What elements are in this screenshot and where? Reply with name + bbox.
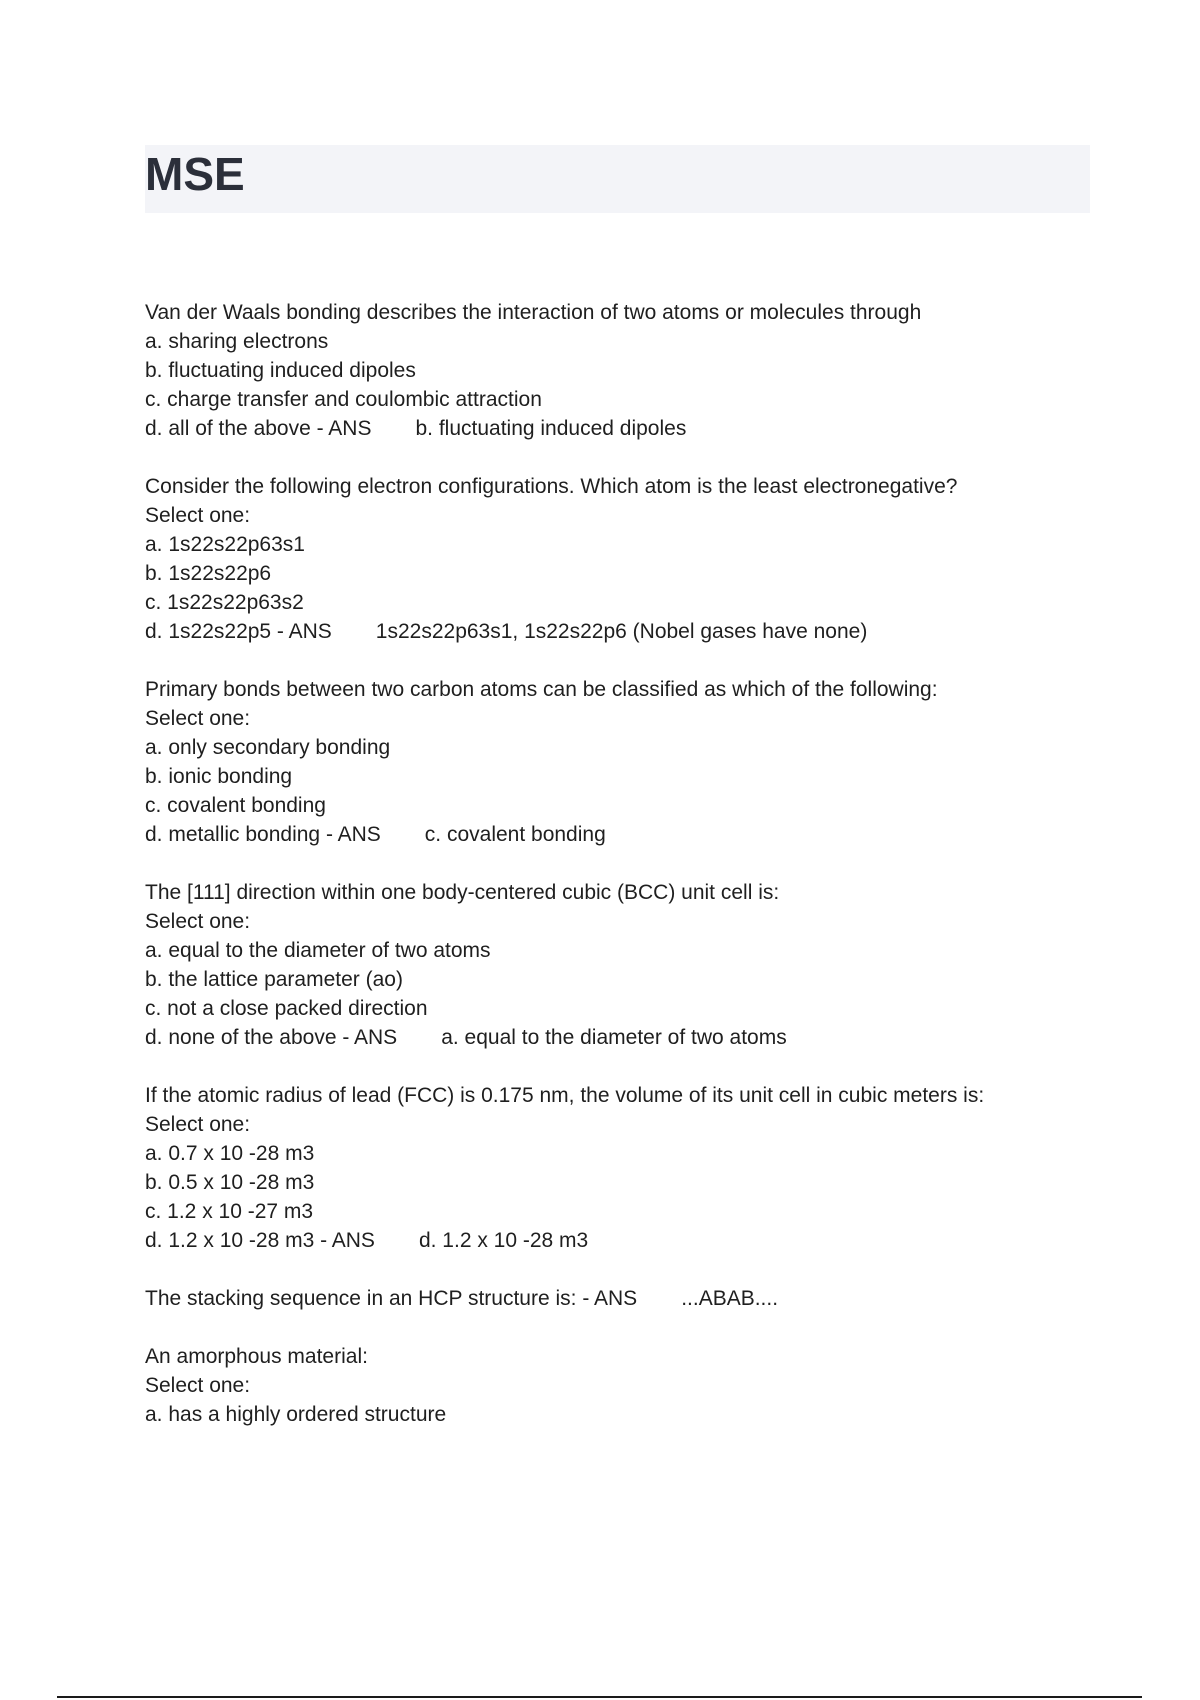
answer-text: c. covalent bonding — [424, 823, 606, 846]
question-block — [145, 1342, 1090, 1429]
answer-line — [145, 1023, 1090, 1052]
question-prompt: Consider the following electron configurations. Which atom is the least electronegative? — [145, 475, 958, 498]
answer-line — [145, 1226, 1090, 1255]
option-a: a. has a highly ordered structure — [145, 1403, 447, 1426]
option-d-ans: d. all of the above - ANS — [145, 417, 372, 440]
question-block — [145, 1081, 1090, 1255]
select-one-label: Select one: — [145, 1113, 251, 1136]
answer-text: ...ABAB.... — [681, 1287, 779, 1310]
answer-line — [145, 414, 1090, 443]
option-c: c. covalent bonding — [145, 794, 326, 817]
answer-text: a. equal to the diameter of two atoms — [441, 1026, 787, 1049]
option-b: b. the lattice parameter (ao) — [145, 968, 403, 991]
question-prompt: Van der Waals bonding describes the interaction of two atoms or molecules through — [145, 301, 922, 324]
option-d-ans: d. none of the above - ANS — [145, 1026, 398, 1049]
option-a: a. only secondary bonding — [145, 736, 391, 759]
question-prompt: An amorphous material: — [145, 1345, 368, 1368]
question-prompt: If the atomic radius of lead (FCC) is 0.175 nm, the volume of its unit cell in cubic meters is: — [145, 1084, 985, 1107]
question-prompt-ans: The stacking sequence in an HCP structure is: - ANS — [145, 1287, 638, 1310]
option-c: c. 1s22s22p63s2 — [145, 591, 304, 614]
select-one-label: Select one: — [145, 1374, 251, 1397]
option-c: c. not a close packed direction — [145, 997, 428, 1020]
option-b: b. fluctuating induced dipoles — [145, 359, 416, 382]
option-c: c. charge transfer and coulombic attraction — [145, 388, 542, 411]
answer-line — [145, 617, 1090, 646]
option-d-ans: d. 1s22s22p5 - ANS — [145, 620, 332, 643]
option-b: b. ionic bonding — [145, 765, 293, 788]
option-b: b. 0.5 x 10 -28 m3 — [145, 1171, 315, 1194]
question-block — [145, 1284, 1090, 1313]
select-one-label: Select one: — [145, 504, 251, 527]
select-one-label: Select one: — [145, 910, 251, 933]
footer-divider — [57, 1696, 1142, 1698]
option-d-ans: d. metallic bonding - ANS — [145, 823, 381, 846]
question-prompt: The [111] direction within one body-centered cubic (BCC) unit cell is: — [145, 881, 780, 904]
question-block — [145, 878, 1090, 1052]
answer-line — [145, 820, 1090, 849]
option-c: c. 1.2 x 10 -27 m3 — [145, 1200, 314, 1223]
question-block — [145, 472, 1090, 646]
answer-text: d. 1.2 x 10 -28 m3 — [418, 1229, 589, 1252]
document-title: MSE — [145, 148, 245, 200]
question-block — [145, 675, 1090, 849]
select-one-label: Select one: — [145, 707, 251, 730]
answer-text: 1s22s22p63s1, 1s22s22p6 (Nobel gases have none) — [375, 620, 868, 643]
question-list — [145, 298, 1090, 1458]
question-prompt: Primary bonds between two carbon atoms can be classified as which of the following: — [145, 678, 938, 701]
option-d-ans: d. 1.2 x 10 -28 m3 - ANS — [145, 1229, 375, 1252]
option-a: a. sharing electrons — [145, 330, 329, 353]
option-a: a. 0.7 x 10 -28 m3 — [145, 1142, 315, 1165]
question-block — [145, 298, 1090, 443]
title-band — [145, 145, 1090, 213]
answer-line — [145, 1284, 1090, 1313]
option-a: a. equal to the diameter of two atoms — [145, 939, 491, 962]
option-b: b. 1s22s22p6 — [145, 562, 272, 585]
option-a: a. 1s22s22p63s1 — [145, 533, 305, 556]
answer-text: b. fluctuating induced dipoles — [415, 417, 687, 440]
